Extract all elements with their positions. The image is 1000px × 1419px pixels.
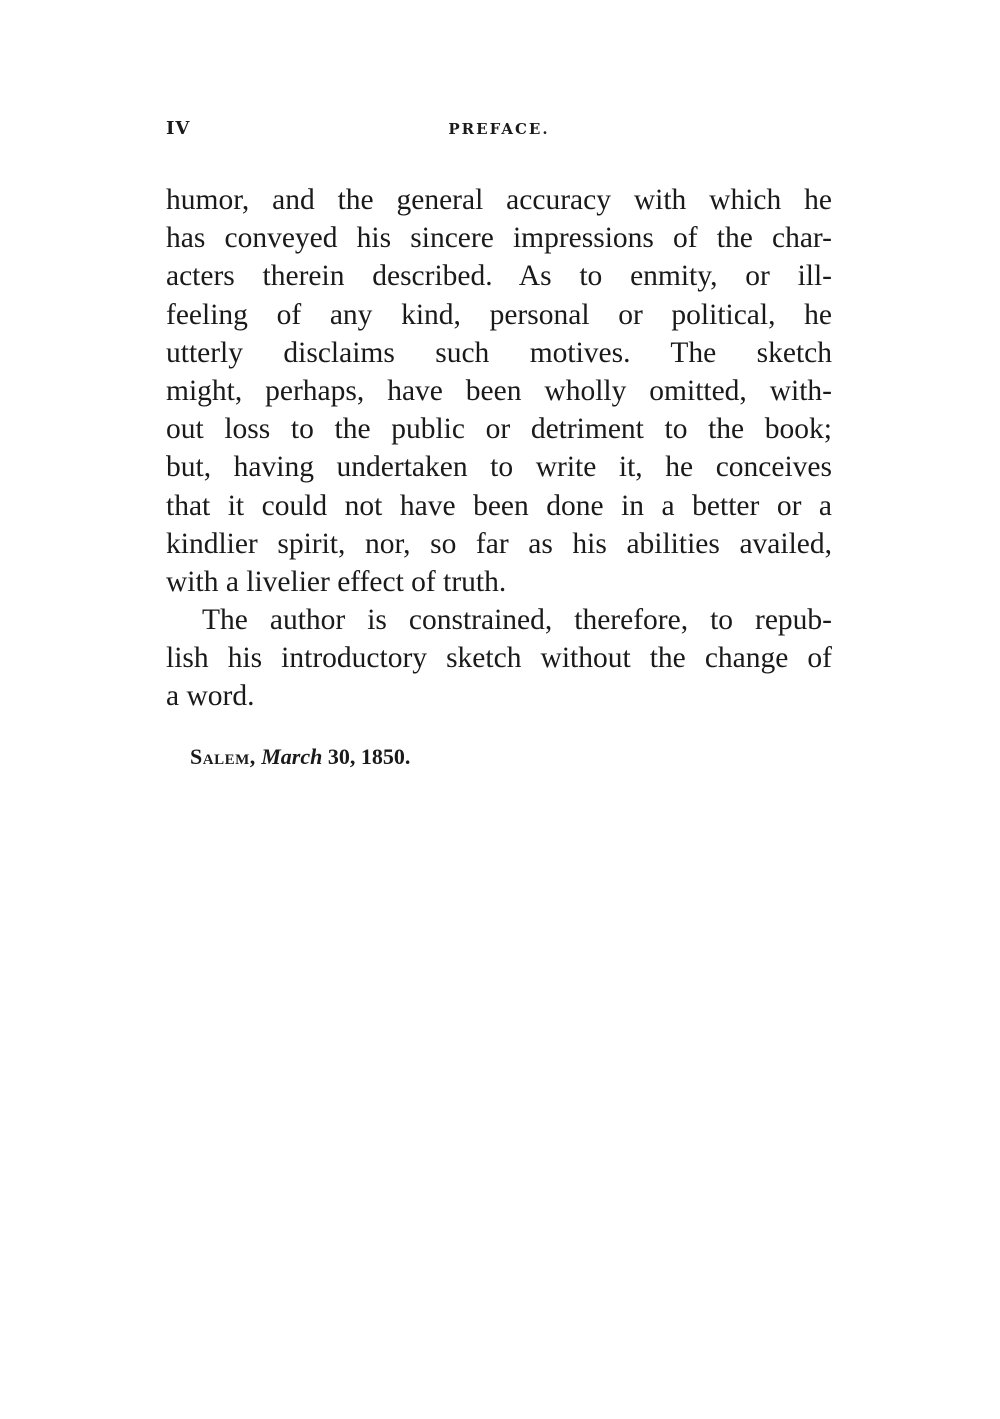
text-line: kindlier spirit, nor, so far as his abilities availed, [166, 527, 832, 560]
page-number: IV [166, 118, 191, 139]
paragraph-1 [166, 181, 832, 601]
signature-place: Salem, [190, 744, 256, 769]
signature-date: 30, 1850. [327, 744, 411, 769]
running-head [166, 118, 832, 142]
text-line: feeling of any kind, personal or political, he [166, 298, 832, 331]
text-line: might, perhaps, have been wholly omitted, with- [166, 374, 832, 407]
text-line: utterly disclaims such motives. The sketch [166, 336, 832, 369]
text-line: a word. [166, 680, 255, 713]
text-line: has conveyed his sincere impressions of the char- [166, 222, 832, 255]
signature-month: March [261, 744, 323, 769]
body-text [166, 181, 832, 716]
text-line: but, having undertaken to write it, he conceives [166, 451, 832, 484]
text-line: humor, and the general accuracy with which he [166, 184, 832, 216]
running-title: PREFACE. [448, 120, 550, 138]
text-line: with a livelier effect of truth. [166, 565, 507, 598]
text-line: out loss to the public or detriment to the book; [166, 413, 832, 446]
text-line: The author is constrained, therefore, to repub- [202, 604, 832, 637]
text-line: that it could not have been done in a better or a [166, 489, 832, 522]
paragraph-2 [166, 601, 832, 716]
signature-dateline [190, 744, 410, 770]
text-line: lish his introductory sketch without the change of [166, 642, 832, 675]
text-line: acters therein described. As to enmity, or ill- [166, 260, 832, 293]
